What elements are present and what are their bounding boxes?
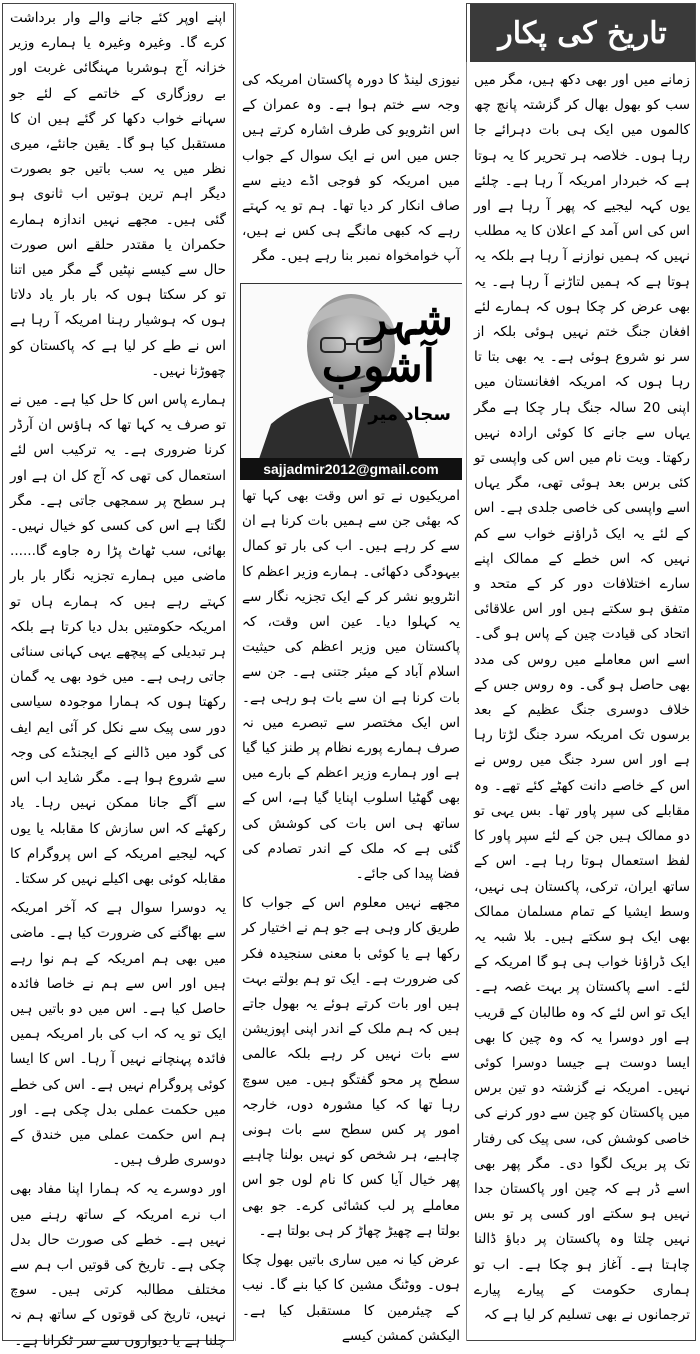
column-divider xyxy=(235,3,236,1341)
author-name: سجاد میر xyxy=(368,404,451,425)
column-brand-top: شہر xyxy=(366,294,453,345)
author-email[interactable]: sajjadmir2012@gmail.com xyxy=(240,458,462,480)
article-column-left xyxy=(4,6,232,1349)
paragraph: عرض کیا نہ میں ساری باتیں بھول چکا ہوں۔ ووٹنگ مشین کا کیا بنے گا۔ نیب کے چیئرمین کا مستقبل کیا ہے۔ الیکشن کمشن کیسے xyxy=(242,1252,460,1344)
paragraph: امریکیوں نے تو اس وقت بھی کہا تھا کہ بھئی جن سے ہمیں بات کرنا ہے ان سے کر رہے ہیں۔ اب کی بار تو کمال بیہودگی دکھائی۔ ہمارے وزیر اعظم کا انٹرویو نشر کر کے ایک تجزیہ نگار سے یہ کہلوا دیا۔ عین اس وقت، کہ پاکستان میں وزیر اعظم کی حیثیت اسلام آباد کے میئر جتنی ہے۔ جن سے بات کرنا ہے ان سے بات ہو رہی ہے۔ اس ایک مختصر سے تبصرے میں نہ صرف ہمارے پورے نظام پر طنز کیا گیا ہے اور ہمارے وزیر اعظم کے بارے میں بھی گھٹیا اسلوب اپنایا گیا ہے، اس کے ساتھ ہی اس بات کی کوشش کی گئی ہے کہ ملک کے اندر تصادم کی فضا پیدا کی جائے۔ xyxy=(242,488,460,883)
paragraph: نیوزی لینڈ کا دورہ پاکستان امریکہ کی وجہ سے ختم ہوا ہے۔ وہ عمران کے اس انٹرویو کی طرف اشارہ کرتے ہیں جس میں اس نے ایک سوال کے جواب میں امریکہ کو فوجی اڈے دینے سے صاف انکار کر دیا تھا۔ ہم تو یہ کہتے رہے کہ کبھی مانگے ہی کس نے ہیں، آپ خوامخواہ نمبر بنا رہے ہیں۔ مگر xyxy=(242,72,460,265)
paragraph: مجھے نہیں معلوم اس کے جواب کا طریق کار وہی ہے جو ہم نے اختیار کر رکھا ہے یا کوئی با معنی سنجیدہ فکر کی ضرورت ہے۔ ایک تو ہم بولتے بہت ہیں اور بات کرتے ہوئے یہ بھول جاتے ہیں کہ ہم ملک کے اندر اپنی اپوزیشن سے بات نہیں کر رہے بلکہ عالمی سطح پر محو گفتگو ہیں۔ میں سوچ رہا تھا کہ کیا مشورہ دوں، خارجہ امور پر کس سطح سے بات ہونی چاہیے، ہر شخص کو نہیں بولنا چاہیے پھر خیال آیا کس کا نام لوں جو اس معاملے پر لب کشائی کرے۔ جو بھی بولتا ہے چھیڑ چھاڑ کر ہی بولتا ہے۔ xyxy=(242,895,460,1239)
paragraph: اپنے اوپر کئے جانے والے وار برداشت کرے گا۔ وغیرہ وغیرہ یا ہمارے وزیر خزانہ آج ہوشربا مہنگائی غربت اور بے روزگاری کے خاتمے کے لئے جو سہانے خواب دکھا کر گئے ہیں ان کا مستقبل کیا ہو گا۔ یقین جانئے، میری نظر میں یہ سب باتیں جو بصورت دیگر اہم ترین ہوتیں اب ثانوی ہو گئی ہیں۔ مجھے نہیں اندازہ ہمارے حکمران یا مقتدر حلقے اس صورت حال سے کیسے نپٹیں گے مگر میں اتنا تو کر سکتا ہوں کہ بار بار یاد دلاتا ہوں کہ ہوشیار رہنا امریکہ آ رہا ہے اس نے طے کر لیا ہے کہ پاکستان کو چھوڑنا نہیں۔ xyxy=(10,10,226,379)
paragraph: ہمارے پاس اس کا حل کیا ہے۔ میں نے تو صرف یہ کہا تھا کہ ہاؤس ان آرڈر کرنا ضروری ہے۔ یہ ترکیب اس لئے استعمال کی تھی کہ آج کل ان ہے اور ہر سطح پر سمجھی جاتی ہے۔ مگر لگتا ہے اس کی کسی کو خیال نہیں۔ بھائی، سب ٹھاٹ پڑا رہ جاوے گا...... ماضی میں ہمارے تجزیہ نگار بار بار کہتے رہے ہیں کہ ہمارے ہاں تو امریکہ حکومتیں بدل دیا کرتا ہے بلکہ ہر تبدیلی کے پیچھے یہی کہانی سنائی جاتی رہی ہے۔ میں خود بھی یہ گمان رکھتا ہوں کہ ہمارا موجودہ سیاسی دور سی پیک سے نکل کر آئی ایم ایف کی گود میں ڈالنے کے ایجنڈے کی وجہ سے شروع ہوا ہے۔ مگر شاید اب اس سے آگے جانا ممکن نہیں رہا۔ یاد رکھئے کہ اس سازش کا مقابلہ یا یوں کہہ لیجیے امریکہ کے اس پروگرام کا مقابلہ کوئی بھی اکیلے نہیں کر سکتا۔ xyxy=(10,392,226,887)
author-photo-box xyxy=(240,283,462,478)
column-divider xyxy=(466,62,467,1341)
article-column-middle-bottom xyxy=(236,484,466,1344)
article-column-middle-top xyxy=(236,68,466,280)
column-title: تاریخ کی پکار xyxy=(470,4,695,62)
column-brand-bottom: آشوب xyxy=(321,341,435,392)
paragraph: زمانے میں اور بھی دکھ ہیں، مگر میں سب کو بھول بھال کر گزشتہ پانچ چھ کالموں میں ایک ہی بات دہرائے جا رہا ہوں۔ خلاصہ ہر تحریر کا یہ ہوتا ہے کہ خبردار امریکہ آ رہا ہے۔ چلئے یوں کہہ لیجیے کہ پھر آ رہا ہے اور اس کی اس آمد کے اعلان کا یہ مطلب نہیں کہ ہمیں نوازنے آ رہا ہے بلکہ یہ ہوتا ہے کہ ہمیں لتاڑنے آ رہا ہے۔ یہ بھی عرض کر چکا ہوں کہ ہمارے لئے افغان جنگ ختم نہیں ہوئی بلکہ از سر نو شروع ہوئی ہے۔ یہ بھی بتا تا رہا ہوں کہ امریکہ افغانستان میں اپنی 20 سالہ جنگ ہار چکا ہے مگر یہاں سے جانے کا کوئی ارادہ نہیں رکھتا۔ ویت نام میں اس کی واپسی تو کئی برس بعد ہوئی تھی، مگر یہاں اسے واپسی کی خاصی جلدی ہے۔ اس کے لئے یہ ایک ڈراؤنے خواب سے کم نہیں کہ اس خطے کے ممالک اپنے سارے اختلافات دور کر کے متحد و متفق ہو سکتے ہیں اور اس علاقائی اتحاد کی قیادت چین کے پاس ہو گی۔ اسے اس معاملے میں روس کی مدد بھی حاصل ہو گی۔ وہ روس جس کے خلاف دوسری جنگ عظیم کے بعد برسوں تک امریکہ سرد جنگ لڑتا رہا ہے اور اس سرد جنگ میں روس نے اس کے خاصے دانت کھٹے کئے تھے۔ وہ مقابلے کی سپر پاور تھا۔ بس یہی تو دو ممالک ہیں جن کے لئے سپر پاور کا لفظ استعمال ہوتا رہا ہے۔ اس کے ساتھ ایران، ترکی، پاکستان ہی نہیں، وسط ایشیا کے تمام مسلمان ممالک بھی ایک ہو سکتے ہیں۔ بلا شبہ یہ ایک ڈراؤنا خواب ہی ہو گا امریکہ کے لئے۔ اسے پاکستان پر بہت غصہ ہے۔ ایک تو اس لئے کہ وہ طالبان کے قریب ہے اور دوسرا یہ کہ وہ چین کا بھی ایسا دوست ہے جیسا دوسرا کوئی نہیں۔ امریکہ نے گزشتہ دو تین برس میں پاکستان کو چین سے دور کرنے کی خاصی کوشش کی، سی پیک کی رفتار تک پر بریک لگوا دی۔ مگر پھر بھی اسے ڈر ہے کہ چین اور پاکستان جدا نہیں ہو سکتے اور کسی پر تو بس نہیں چلتا وہ پاکستان پر دباؤ ڈالنا چاہتا ہے۔ آغاز ہو چکا ہے۔ اب تو ہماری حکومت کے پیارے پیارے ترجمانوں نے بھی تسلیم کر لیا ہے کہ xyxy=(474,72,690,1323)
paragraph: یہ دوسرا سوال ہے کہ آخر امریکہ سے بھاگنے کی ضرورت کیا ہے۔ ماضی میں بھی ہم امریکہ کے ہم نوا رہے ہیں اور اس سے ہم نے خاصا فائدہ حاصل کیا ہے۔ اس میں دو باتیں ہیں ایک تو یہ کہ اب کی بار امریکہ ہمیں فائدہ پہنچانے نہیں آ رہا۔ اس کا ایسا کوئی پروگرام نہیں ہے۔ اس کی خطے میں حکمت عملی بدل چکی ہے۔ اور ہم اس حکمت عملی میں خندق کے دوسری طرف ہیں۔ xyxy=(10,900,226,1169)
paragraph: اور دوسرے یہ کہ ہمارا اپنا مفاد بھی اب نرے امریکہ کے ساتھ رہنے میں نہیں ہے۔ خطے کی صورت حال بدل چکی ہے۔ تاریخ کی قوتیں اب ہم سے مختلف مطالبہ کرتی ہیں۔ سوچ نہیں، تاریخ کی قوتوں کے ساتھ ہم نہ چلنا ہے یا دیواروں سے سر ٹکرانا ہے۔ xyxy=(10,1181,226,1349)
article-column-right xyxy=(468,68,696,1338)
